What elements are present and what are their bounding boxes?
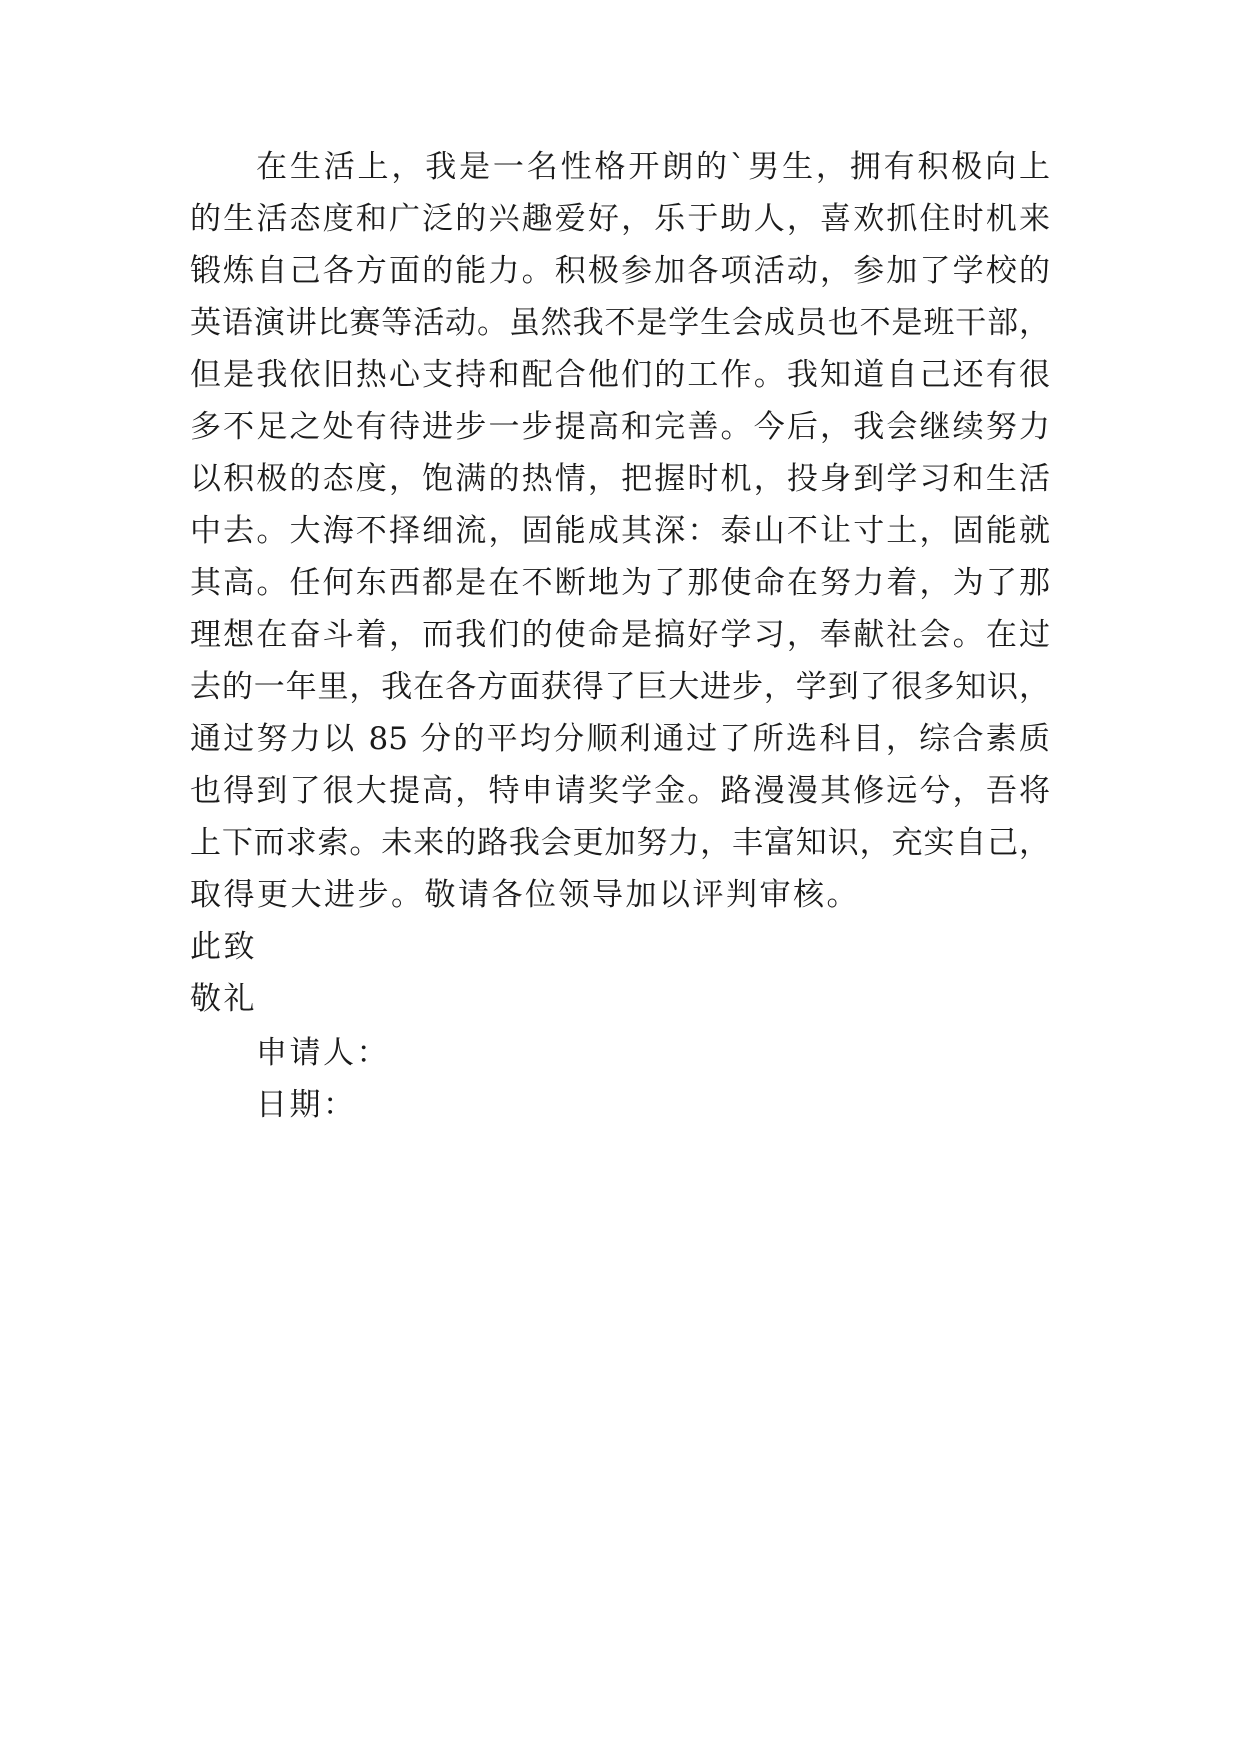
closing-salutation: 此致 bbox=[190, 929, 257, 965]
closing-regards: 敬礼 bbox=[190, 981, 257, 1017]
body-line: 其高。任何东西都是在不断地为了那使命在努力着，为了那 bbox=[190, 565, 1050, 601]
body-line: 取得更大进步。敬请各位领导加以评判审核。 bbox=[190, 877, 860, 913]
body-line: 理想在奋斗着，而我们的使命是搞好学习，奉献社会。在过 bbox=[190, 617, 1050, 653]
body-line: 也得到了很大提高，特申请奖学金。路漫漫其修远兮，吾将 bbox=[190, 773, 1050, 809]
body-line: 去的一年里，我在各方面获得了巨大进步，学到了很多知识， bbox=[190, 669, 1050, 705]
body-line: 在生活上，我是一名性格开朗的`男生，拥有积极向上 bbox=[256, 149, 1050, 185]
applicant-label: 申请人： bbox=[256, 1035, 390, 1071]
body-line: 但是我依旧热心支持和配合他们的工作。我知道自己还有很 bbox=[190, 357, 1050, 393]
body-line: 中去。大海不择细流，固能成其深：泰山不让寸土，固能就 bbox=[190, 513, 1050, 549]
body-line: 锻炼自己各方面的能力。积极参加各项活动，参加了学校的 bbox=[190, 253, 1050, 289]
body-line: 的生活态度和广泛的兴趣爱好，乐于助人，喜欢抓住时机来 bbox=[190, 201, 1050, 237]
body-line: 以积极的态度，饱满的热情，把握时机，投身到学习和生活 bbox=[190, 461, 1050, 497]
body-line: 多不足之处有待进步一步提高和完善。今后，我会继续努力 bbox=[190, 409, 1050, 445]
date-label: 日期： bbox=[256, 1087, 357, 1123]
body-line: 英语演讲比赛等活动。虽然我不是学生会成员也不是班干部， bbox=[190, 305, 1050, 341]
body-line: 通过努力以 85 分的平均分顺利通过了所选科目，综合素质 bbox=[190, 721, 1050, 757]
body-line: 上下而求索。未来的路我会更加努力，丰富知识，充实自己， bbox=[190, 825, 1050, 861]
